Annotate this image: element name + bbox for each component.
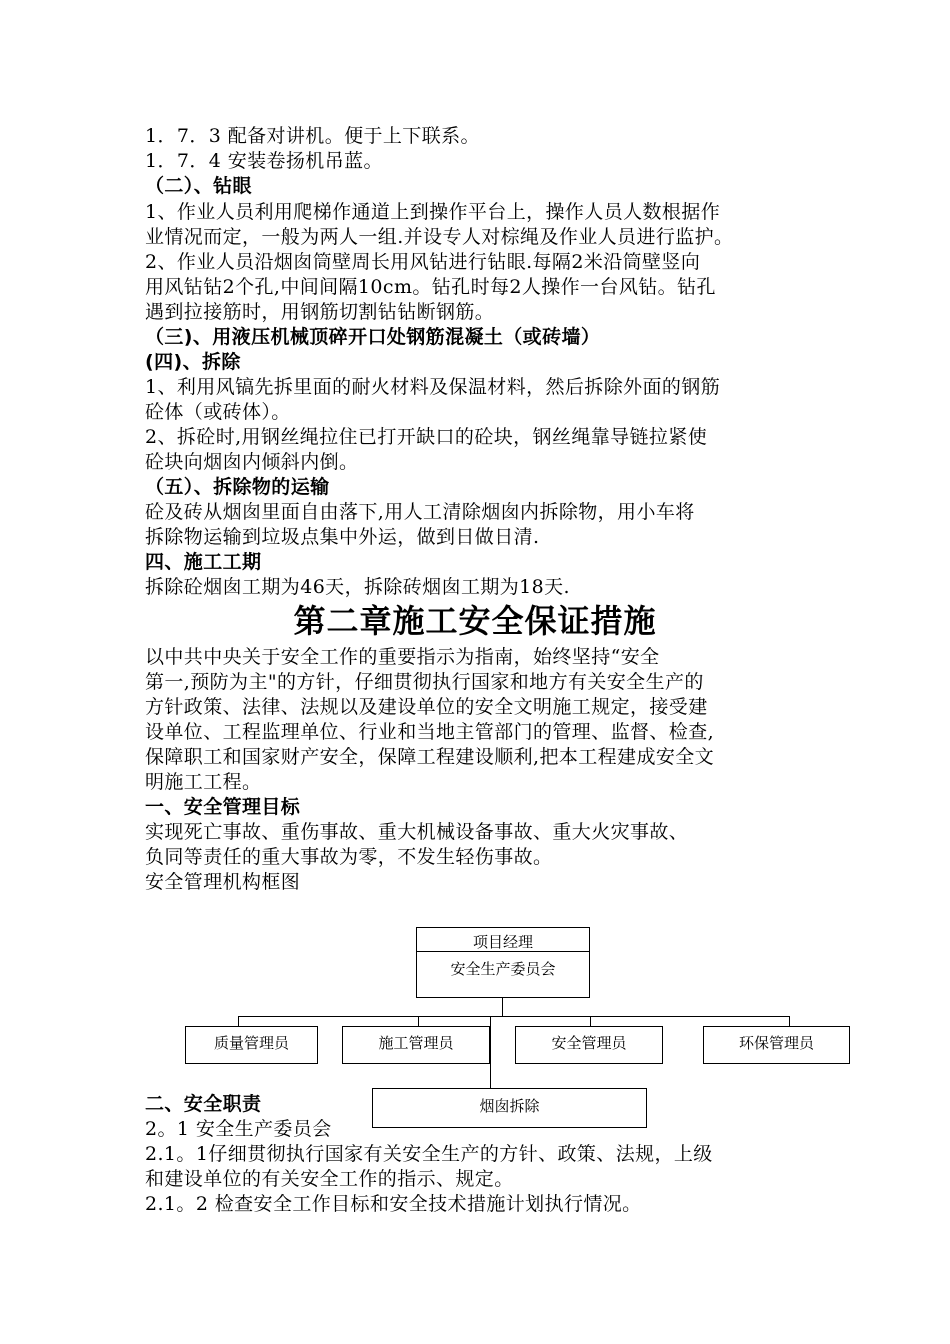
text-line: 遇到拉接筋时，用钢筋切割钻钻断钢筋。 — [145, 301, 495, 323]
text-line: 设单位、工程监理单位、行业和当地主管部门的管理、监督、检查, — [145, 721, 715, 743]
connector-line — [238, 1016, 789, 1017]
text-line: 2.1。1仔细贯彻执行国家有关安全生产的方针、政策、法规，上级 — [145, 1143, 713, 1165]
connector-line — [502, 998, 503, 1016]
text-line: 1、利用风镐先拆里面的耐火材料及保温材料，然后拆除外面的钢筋 — [145, 376, 721, 398]
text-line: 2。1 安全生产委员会 — [145, 1118, 332, 1140]
section-heading: （三)、用液压机械顶碎开口处钢筋混凝土（或砖墙） — [145, 326, 601, 348]
text-line: 拆除砼烟囱工期为46天，拆除砖烟囱工期为18天. — [145, 576, 570, 598]
chimney-demolition-box — [372, 1088, 647, 1128]
text-line: 保障职工和国家财产安全，保障工程建设顺利,把本工程建成安全文 — [145, 746, 715, 768]
role-box — [703, 1026, 850, 1064]
text-line: 2、作业人员沿烟囱筒壁周长用风钻进行钻眼.每隔2米沿筒壁竖向 — [145, 251, 701, 273]
text-line: 砼体（或砖体）。 — [145, 401, 291, 423]
section-heading: 四、施工工期 — [145, 551, 262, 573]
project-manager-label: 项目经理 — [472, 933, 533, 951]
text-line: 业情况而定，一般为两人一组.并设专人对棕绳及作业人员进行监护。 — [145, 226, 734, 248]
text-line: 明施工工程。 — [145, 771, 262, 793]
committee-label: 安全生产委员会 — [450, 960, 556, 978]
role-label: 安全管理员 — [551, 1034, 627, 1052]
text-line: 2、拆砼时,用钢丝绳拉住已打开缺口的砼块，钢丝绳靠导链拉紧使 — [145, 426, 708, 448]
text-line: 2.1。2 检查安全工作目标和安全技术措施计划执行情况。 — [145, 1193, 642, 1215]
section-heading: （五）、拆除物的运输 — [145, 476, 330, 498]
role-label: 施工管理员 — [378, 1034, 454, 1052]
role-box — [185, 1026, 318, 1064]
chapter-title: 第二章施工安全保证措施 — [293, 602, 657, 640]
text-line: 实现死亡事故、重伤事故、重大机械设备事故、重大火灾事故、 — [145, 821, 689, 843]
connector-line — [418, 1016, 419, 1026]
text-line: 和建设单位的有关安全工作的指示、规定。 — [145, 1168, 514, 1190]
connector-line — [238, 1016, 239, 1026]
text-line: 砼及砖从烟囱里面自由落下,用人工清除烟囱内拆除物，用小车将 — [145, 501, 695, 523]
text-line: 负同等责任的重大事故为零，不发生轻伤事故。 — [145, 846, 553, 868]
text-line: 用风钻钻2个孔,中间间隔10cm。钻孔时每2人操作一台风钻。钻孔 — [145, 276, 716, 298]
chimney-demolition-label: 烟囱拆除 — [479, 1097, 540, 1115]
section-heading: 一、安全管理目标 — [145, 796, 301, 818]
section-heading: （二）、钻眼 — [145, 175, 252, 197]
connector-line — [789, 1016, 790, 1026]
text-line: 第一,预防为主"的方针，仔细贯彻执行国家和地方有关安全生产的 — [145, 671, 704, 693]
project-manager-box — [416, 927, 590, 998]
box-divider — [417, 951, 589, 952]
role-box — [515, 1026, 663, 1064]
text-line: 以中共中央关于安全工作的重要指示为指南，始终坚持“安全 — [145, 646, 660, 668]
text-line: 1．7．4 安装卷扬机吊蓝。 — [145, 150, 383, 172]
section-heading: (四)、拆除 — [145, 351, 241, 373]
text-line: 砼块向烟囱内倾斜内倒。 — [145, 451, 359, 473]
role-box — [342, 1026, 490, 1064]
text-line: 拆除物运输到垃圾点集中外运，做到日做日清. — [145, 526, 540, 548]
text-line: 方针政策、法律、法规以及建设单位的安全文明施工规定，接受建 — [145, 696, 708, 718]
role-label: 环保管理员 — [738, 1034, 814, 1052]
section-heading: 二、安全职责 — [145, 1093, 262, 1115]
text-line: 1．7．3 配备对讲机。便于上下联系。 — [145, 125, 480, 147]
text-line: 1、作业人员利用爬梯作通道上到操作平台上，操作人员人数根据作 — [145, 201, 721, 223]
text-line: 安全管理机构框图 — [145, 871, 301, 893]
connector-line — [490, 1016, 491, 1088]
role-label: 质量管理员 — [213, 1034, 289, 1052]
connector-line — [590, 1016, 591, 1026]
